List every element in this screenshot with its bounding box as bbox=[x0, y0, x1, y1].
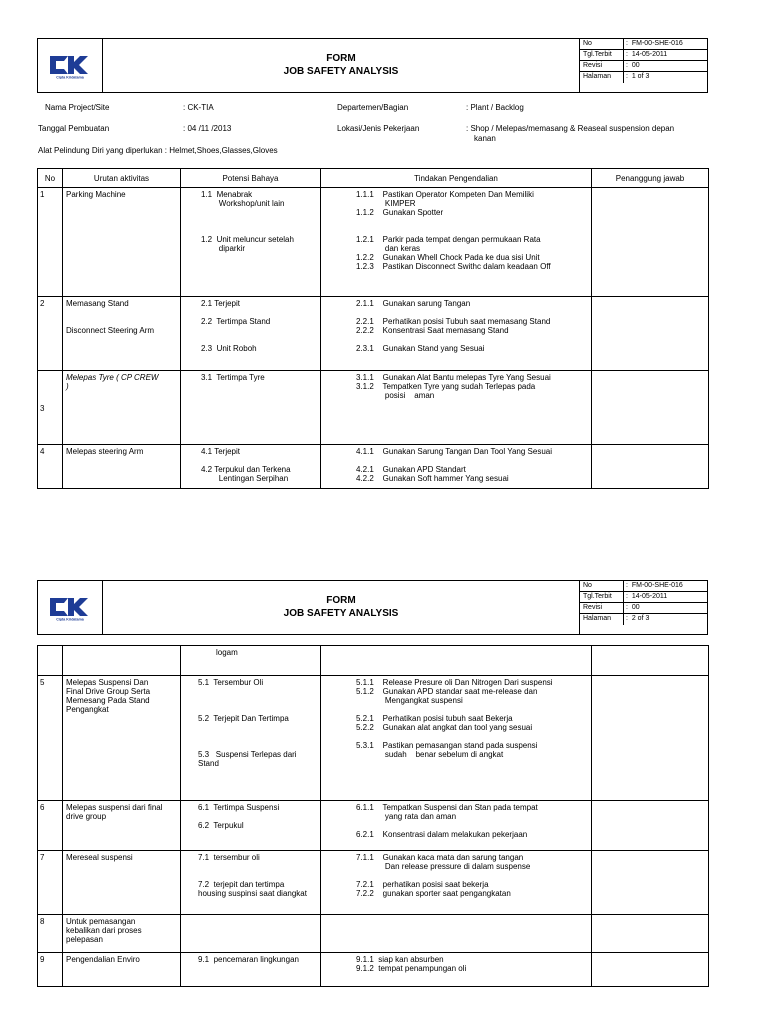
cell-text: 1.2 Unit meluncur setelah bbox=[201, 235, 294, 244]
cell-text: Melepas Suspensi Dan bbox=[66, 678, 149, 687]
cell-text: 2.1 Terjepit bbox=[201, 299, 240, 308]
cell-text: 4.2.2 Gunakan Soft hammer Yang sesuai bbox=[356, 474, 509, 483]
nama-project-value: : CK-TIA bbox=[183, 103, 214, 112]
document-meta bbox=[579, 581, 707, 634]
cell-text: 5.2 Terjepit Dan Tertimpa bbox=[198, 714, 289, 723]
cell-text: 9.1.2 tempat penampungan oli bbox=[356, 964, 467, 973]
cell-text: 6.2 Terpukul bbox=[198, 821, 244, 830]
cell-text: 2.2 Tertimpa Stand bbox=[201, 317, 271, 326]
cell-text: KIMPER bbox=[356, 199, 416, 208]
cell-text: 9.1.1 siap kan absurben bbox=[356, 955, 444, 964]
cell-text: Untuk pemasangan bbox=[66, 917, 136, 926]
header-no: No bbox=[38, 169, 63, 188]
meta-no: No : FM-00-SHE-016 bbox=[580, 39, 707, 50]
cell-text: 7.1.1 Gunakan kaca mata dan sarung tangan bbox=[356, 853, 524, 862]
meta-halaman: Halaman : 1 of 3 bbox=[580, 72, 707, 83]
header-aktivitas: Urutan aktivitas bbox=[63, 169, 181, 188]
cell-text: pelepasan bbox=[66, 935, 103, 944]
jsa-table-page-2 bbox=[37, 645, 709, 987]
table-header-row bbox=[38, 169, 709, 188]
cell-text: 7.2.2 gunakan sporter saat pengangkatan bbox=[356, 889, 511, 898]
cell-text: 2.2.1 Perhatikan posisi Tubuh saat memasang Stand bbox=[356, 317, 551, 326]
cell-text: dan keras bbox=[356, 244, 421, 253]
cell-text: ) bbox=[66, 382, 69, 391]
cell-text: 7.2 terjepit dan tertimpa bbox=[198, 880, 285, 889]
cell-text: 5.1.1 Release Presure oli Dan Nitrogen Dari suspensi bbox=[356, 678, 553, 687]
cell-text: 1.1.1 Pastikan Operator Kompeten Dan Memiliki bbox=[356, 190, 534, 199]
meta-revisi: Revisi : 00 bbox=[580, 61, 707, 72]
cell-text: 3.1.2 Tempatken Tyre yang sudah Terlepas pada bbox=[356, 382, 536, 391]
header-bahaya: Potensi Bahaya bbox=[181, 169, 321, 188]
table-row bbox=[38, 801, 709, 851]
tanggal-value: : 04 /11 /2013 bbox=[183, 124, 232, 133]
cell-text: 5.1.2 Gunakan APD standar saat me-release dan bbox=[356, 687, 538, 696]
table-row bbox=[38, 371, 709, 445]
cell-text: 5.1 Tersembur Oli bbox=[198, 678, 264, 687]
cell-text: diparkir bbox=[201, 244, 246, 253]
cell-text: 4.2.1 Gunakan APD Standart bbox=[356, 465, 466, 474]
cell-text: 1.2.3 Pastikan Disconnect Swithc dalam keadaan Off bbox=[356, 262, 551, 271]
meta-tgl: Tgl.Terbit : 14-05-2011 bbox=[580, 50, 707, 61]
cell-text: 2 bbox=[40, 299, 45, 308]
cell-text: 1.2.2 Gunakan Whell Chock Pada ke dua sisi Unit bbox=[356, 253, 540, 262]
ck-logo-icon bbox=[46, 595, 94, 621]
lokasi-label: Lokasi/Jenis Pekerjaan bbox=[337, 124, 420, 133]
cell-text: yang rata dan aman bbox=[356, 812, 457, 821]
cell-text: 1.2.1 Parkir pada tempat dengan permukaan Rata bbox=[356, 235, 541, 244]
cell-text: 1 bbox=[40, 190, 45, 199]
cell-text: 8 bbox=[40, 917, 45, 926]
cell-text: Dan release pressure di dalam suspense bbox=[356, 862, 531, 871]
ck-logo-icon bbox=[46, 53, 94, 79]
cell-text: 6.1 Tertimpa Suspensi bbox=[198, 803, 280, 812]
table-row bbox=[38, 915, 709, 953]
table-row bbox=[38, 646, 709, 676]
cell-text: sudah benar sebelum di angkat bbox=[356, 750, 504, 759]
meta-no: No : FM-00-SHE-016 bbox=[580, 581, 707, 592]
cell-text: Lentingan Serpihan bbox=[201, 474, 289, 483]
cell-text: Mengangkat suspensi bbox=[356, 696, 463, 705]
cell-text: drive group bbox=[66, 812, 107, 821]
cell-text: Parking Machine bbox=[66, 190, 126, 199]
cell-text: Pengendalian Enviro bbox=[66, 955, 140, 964]
company-logo bbox=[38, 581, 103, 634]
form-title: FORM bbox=[326, 53, 356, 64]
tanggal-label: Tanggal Pembuatan bbox=[38, 124, 110, 133]
form-header-page-1 bbox=[37, 38, 708, 93]
cell-text: Mereseal suspensi bbox=[66, 853, 133, 862]
cell-text: 7.2.1 perhatikan posisi saat bekerja bbox=[356, 880, 489, 889]
cell-text: Melepas Tyre ( CP CREW bbox=[66, 373, 159, 382]
cell-text: 2.3 Unit Roboh bbox=[201, 344, 257, 353]
table-row bbox=[38, 953, 709, 987]
cell-text: Pengangkat bbox=[66, 705, 109, 714]
form-title: FORM bbox=[326, 595, 356, 606]
cell-text: 5.3.1 Pastikan pemasangan stand pada suspensi bbox=[356, 741, 538, 750]
cell-text: 6 bbox=[40, 803, 45, 812]
cell-text: 2.3.1 Gunakan Stand yang Sesuai bbox=[356, 344, 485, 353]
cell-text: Memasang Stand bbox=[66, 299, 129, 308]
cell-text: 5.2.1 Perhatikan posisi tubuh saat Bekerja bbox=[356, 714, 513, 723]
form-subtitle: JOB SAFETY ANALYSIS bbox=[283, 66, 399, 77]
cell-text: 3 bbox=[40, 403, 45, 413]
departemen-label: Departemen/Bagian bbox=[337, 103, 409, 112]
cell-text: 4 bbox=[40, 447, 45, 456]
table-row bbox=[38, 445, 709, 489]
cell-text: Final Drive Group Serta bbox=[66, 687, 151, 696]
form-header-page-2 bbox=[37, 580, 708, 635]
departemen-value: : Plant / Backlog bbox=[466, 103, 524, 112]
cell-text: 4.2 Terpukul dan Terkena bbox=[201, 465, 291, 474]
cell-text: 1.1 Menabrak bbox=[201, 190, 253, 199]
cell-text: 2.1.1 Gunakan sarung Tangan bbox=[356, 299, 471, 308]
cell-text: 4.1.1 Gunakan Sarung Tangan Dan Tool Yang Sesuai bbox=[356, 447, 552, 456]
cell-text: housing suspinsi saat diangkat bbox=[198, 889, 307, 898]
cell-text: Memesang Pada Stand bbox=[66, 696, 150, 705]
cell-text: Melepas steering Arm bbox=[66, 447, 144, 456]
form-title-block bbox=[103, 581, 579, 634]
form-subtitle: JOB SAFETY ANALYSIS bbox=[283, 608, 399, 619]
meta-tgl: Tgl.Terbit : 14-05-2011 bbox=[580, 592, 707, 603]
cell-text: 4.1 Terjepit bbox=[201, 447, 240, 456]
cell-text: 3.1 Tertimpa Tyre bbox=[201, 373, 265, 382]
cell-text: 6.1.1 Tempatkan Suspensi dan Stan pada tempat bbox=[356, 803, 538, 812]
nama-project-label: Nama Project/Site bbox=[45, 103, 110, 112]
form-title-block bbox=[103, 39, 579, 92]
cell-text: 9.1 pencemaran lingkungan bbox=[198, 955, 299, 964]
cell-text: 7 bbox=[40, 853, 45, 862]
table-row bbox=[38, 297, 709, 371]
cell-text: Disconnect Steering Arm bbox=[66, 326, 155, 335]
table-row bbox=[38, 188, 709, 297]
header-tindakan: Tindakan Pengendalian bbox=[321, 169, 592, 188]
cell-text: 7.1 tersembur oli bbox=[198, 853, 260, 862]
document-meta bbox=[579, 39, 707, 92]
table-row bbox=[38, 676, 709, 801]
cell-text: Stand bbox=[198, 759, 219, 768]
cell-text: 9 bbox=[40, 955, 45, 964]
cell-text: 5.3 Suspensi Terlepas dari bbox=[198, 750, 297, 759]
meta-halaman: Halaman : 2 of 3 bbox=[580, 614, 707, 625]
lokasi-value-cont: kanan bbox=[474, 134, 496, 143]
meta-revisi: Revisi : 00 bbox=[580, 603, 707, 614]
cell-text: 6.2.1 Konsentrasi dalam melakukan pekerjaan bbox=[356, 830, 528, 839]
logo-text: Cipta Kridatama bbox=[56, 617, 84, 621]
cell-text: Workshop/unit lain bbox=[201, 199, 285, 208]
jsa-table-page-1 bbox=[37, 168, 709, 489]
cell-text: 3.1.1 Gunakan Alat Bantu melepas Tyre Yang Sesuai bbox=[356, 373, 551, 382]
cell-text: logam bbox=[216, 648, 238, 657]
cell-text: 5 bbox=[40, 678, 45, 687]
lokasi-value: : Shop / Melepas/memasang & Reaseal suspension depan bbox=[466, 124, 675, 133]
cell-text: 1.1.2 Gunakan Spotter bbox=[356, 208, 444, 217]
cell-text: 5.2.2 Gunakan alat angkat dan tool yang sesuai bbox=[356, 723, 533, 732]
company-logo bbox=[38, 39, 103, 92]
cell-text: 2.2.2 Konsentrasi Saat memasang Stand bbox=[356, 326, 509, 335]
table-row bbox=[38, 851, 709, 915]
cell-text: posisi aman bbox=[356, 391, 435, 400]
cell-text: Melepas suspensi dari final bbox=[66, 803, 163, 812]
cell-text: kebalikan dari proses bbox=[66, 926, 142, 935]
header-penanggung-jawab: Penanggung jawab bbox=[592, 169, 709, 188]
logo-text: Cipta Kridatama bbox=[56, 75, 84, 79]
apd-label: Alat Pelindung Diri yang diperlukan : Helmet,Shoes,Glasses,Gloves bbox=[38, 146, 278, 155]
